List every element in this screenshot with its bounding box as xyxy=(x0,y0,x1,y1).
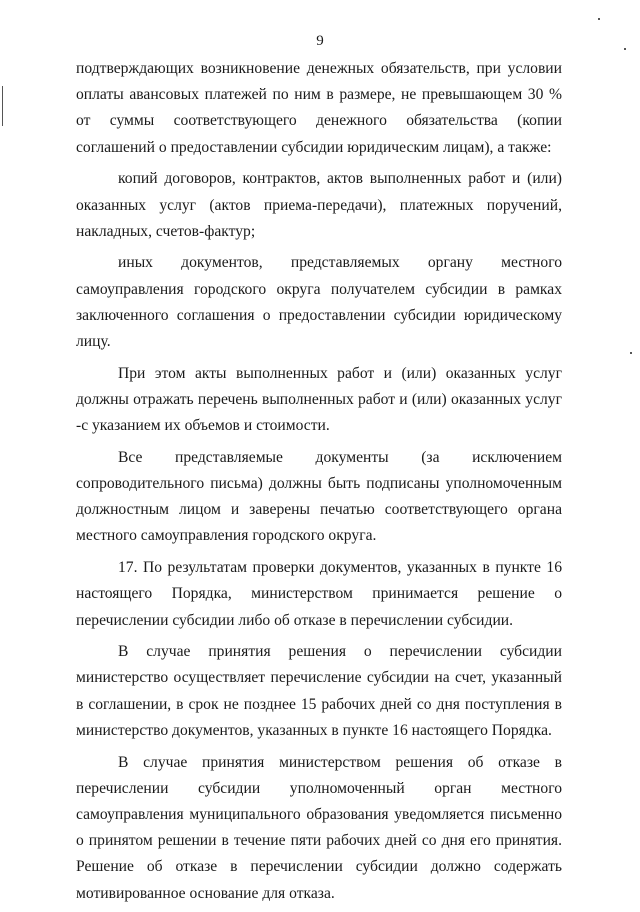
page-number: 9 xyxy=(316,33,324,49)
scan-artifact-left xyxy=(2,86,3,126)
paragraph-continuation: подтверждающих возникновение денежных обязательств, при условии оплаты авансовых платежей по ним в размере, не превышающем 30 % от суммы соответствующего денежного обязательства (копии соглашений о предоставлении субсидии юридическим лицам), а также: xyxy=(76,60,562,156)
paragraph-copies-list: копий договоров, контрактов, актов выполненных работ и (или) оказанных услуг (актов приема-передачи), платежных поручений, накладных, счетов-фактур; xyxy=(76,170,562,240)
scan-artifact-dot-margin xyxy=(630,352,632,354)
paragraph-other-documents: иных документов, представляемых органу местного самоуправления городского округа получателем субсидии в рамках заключенного соглашения о предоставлении субсидии юридическому лицу. xyxy=(76,254,562,351)
paragraph-transfer-decision: В случае принятия решения о перечислении субсидии министерство осуществляет перечисление субсидии на счет, указанный в соглашении, в срок не позднее 15 рабочих дней со дня поступления в министерство документов, указанных в пункте 16 настоящего Порядка. xyxy=(76,643,562,739)
scan-artifact-dot-top xyxy=(598,18,600,20)
document-body xyxy=(76,56,562,912)
paragraph-signature-requirements: Все представляемые документы (за исключением сопроводительного письма) должны быть подписаны уполномоченным должностным лицом и заверены печатью соответствующего органа местного самоуправления городского округа. xyxy=(76,448,562,545)
paragraph-clause-17: 17. По результатам проверки документов, указанных в пункте 16 настоящего Порядка, министерством принимается решение о перечислении субсидии либо об отказе в перечислении субсидии. xyxy=(76,559,562,629)
paragraph-acts-requirements: При этом акты выполненных работ и (или) оказанных услуг должны отражать перечень выполненных работ и (или) оказанных услуг -с указанием их объемов и стоимости. xyxy=(76,364,562,435)
paragraph-refusal-decision: В случае принятия министерством решения об отказе в перечислении субсидии уполномоченный орган местного самоуправления муниципального образования уведомляется письменно о принятом решении в течение пяти рабочих дней со дня его принятия. Решение об отказе в перечислении субсидии должно содержать мотивированное основание для отказа. xyxy=(76,753,562,902)
scan-artifact-dot-right xyxy=(624,48,626,50)
